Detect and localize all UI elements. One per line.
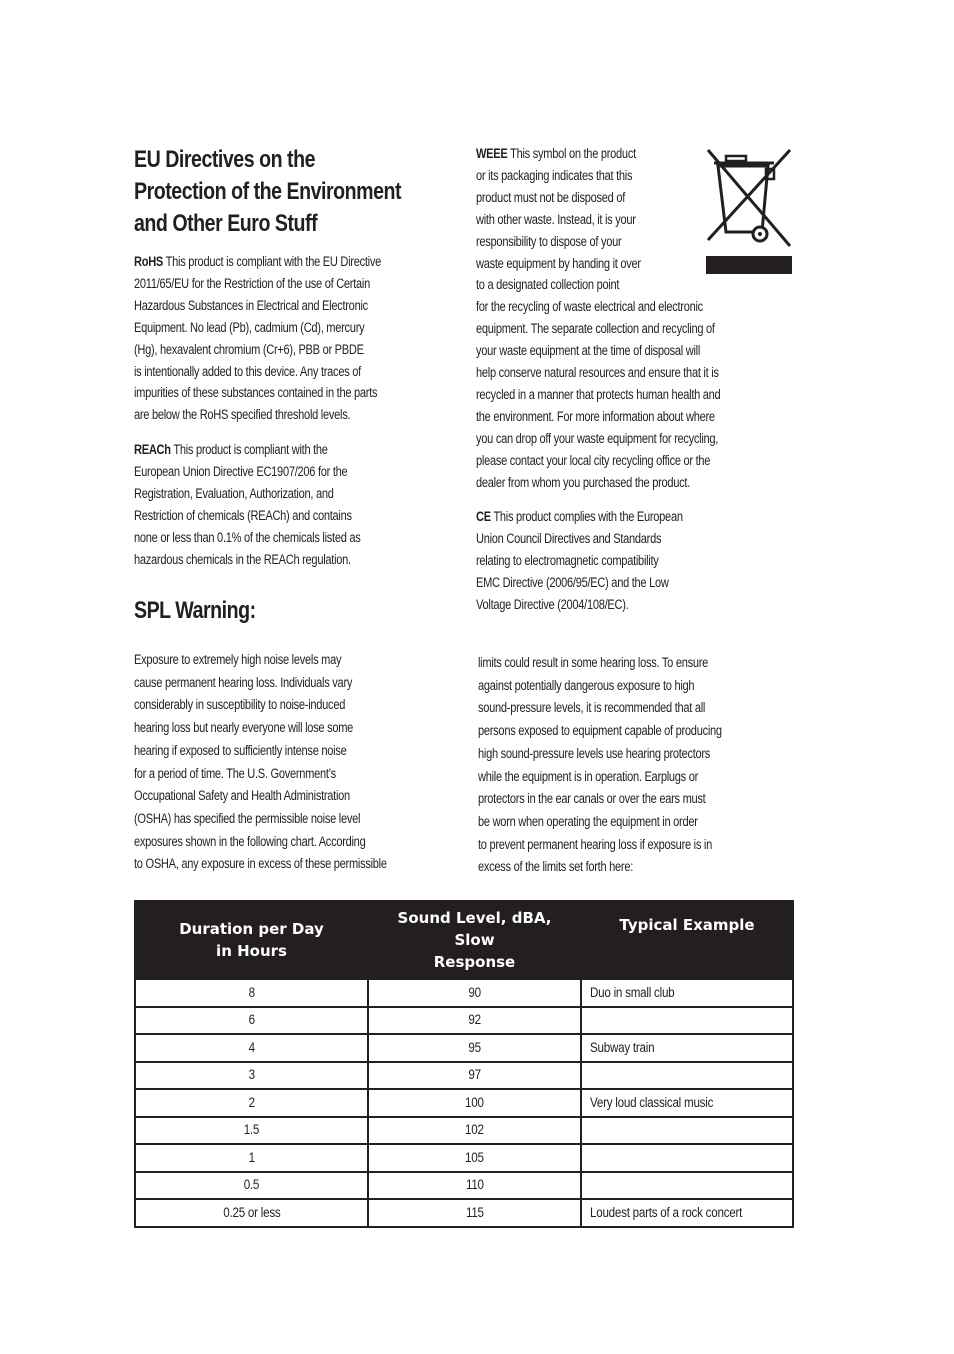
- text-line: hazardous chemicals in the REACh regulation.: [134, 551, 351, 568]
- text-line: are below the RoHS specified threshold levels.: [134, 407, 351, 424]
- cell-duration: 4: [135, 1034, 368, 1062]
- cell-typical-example: [581, 1172, 793, 1200]
- paragraph-label: RoHS: [134, 254, 164, 270]
- cell-sound-level: 102: [368, 1117, 581, 1145]
- text-line: or its packaging indicates that this: [476, 167, 633, 184]
- text-line: against potentially dangerous exposure to high: [478, 677, 695, 694]
- text-line: product must not be disposed of: [476, 189, 626, 206]
- rohs-paragraph: [134, 252, 464, 427]
- title-line: and Other Euro Stuff: [134, 210, 318, 237]
- cell-typical-example: [581, 1117, 793, 1145]
- paragraph-label: WEEE: [476, 146, 508, 162]
- cell-typical-example: [581, 1062, 793, 1090]
- spl-left-paragraph: [134, 649, 464, 876]
- text-line: equipment. The separate collection and recycling of: [476, 321, 715, 338]
- text-line: none or less than 0.1% of the chemicals listed as: [134, 529, 361, 546]
- text-line: Occupational Safety and Health Administration: [134, 788, 350, 805]
- cell-duration: 1.5: [135, 1117, 368, 1145]
- text-line: (OSHA) has specified the permissible noise level: [134, 810, 361, 827]
- cell-sound-level: 100: [368, 1089, 581, 1117]
- table-row: [135, 1144, 793, 1172]
- cell-sound-level: 110: [368, 1172, 581, 1200]
- cell-sound-level: 105: [368, 1144, 581, 1172]
- table-row: [135, 979, 793, 1007]
- text-line: persons exposed to equipment capable of producing: [478, 723, 722, 740]
- text-line: your waste equipment at the time of disposal will: [476, 343, 701, 360]
- cell-sound-level: 115: [368, 1199, 581, 1227]
- table-header-row: [135, 901, 793, 979]
- eu-directives-section: [134, 144, 454, 240]
- text-line: This symbol on the product: [510, 146, 636, 162]
- cell-duration: 3: [135, 1062, 368, 1090]
- noise-exposure-table: [134, 900, 794, 1228]
- title-line: Protection of the Environment: [134, 178, 402, 205]
- text-line: dealer from whom you purchased the product.: [476, 474, 691, 491]
- text-line: with other waste. Instead, it is your: [476, 211, 636, 228]
- text-line: is intentionally added to this device. Any traces of: [134, 363, 361, 380]
- ce-paragraph: [476, 507, 806, 617]
- text-line: be worn when operating the equipment in order: [478, 813, 698, 830]
- text-line: relating to electromagnetic compatibility: [476, 552, 659, 569]
- text-line: Exposure to extremely high noise levels may: [134, 652, 342, 668]
- text-line: EMC Directive (2006/95/EC) and the Low: [476, 574, 669, 591]
- text-line: limits could result in some hearing loss. To ensure: [478, 655, 709, 671]
- text-line: impurities of these substances contained in the parts: [134, 385, 378, 402]
- title-line: EU Directives on the: [134, 146, 316, 173]
- text-line: waste equipment by handing it over: [476, 255, 641, 272]
- column-header-typical-example: Typical Example: [581, 901, 793, 979]
- table-row: [135, 1172, 793, 1200]
- text-line: to a designated collection point: [476, 277, 620, 294]
- table-row: [135, 1089, 793, 1117]
- text-line: This product is compliant with the EU Directive: [165, 254, 381, 270]
- text-line: the environment. For more information about where: [476, 408, 715, 425]
- spl-right-paragraph: [478, 652, 808, 879]
- cell-duration: 0.25 or less: [135, 1199, 368, 1227]
- column-header-sound-level: Sound Level, dBA, Slow Response: [368, 901, 581, 979]
- table-row: [135, 1117, 793, 1145]
- cell-typical-example: Loudest parts of a rock concert: [581, 1199, 793, 1227]
- text-line: excess of the limits set forth here:: [478, 859, 634, 876]
- text-line: hearing loss but nearly everyone will lose some: [134, 720, 354, 737]
- text-line: considerably in susceptibility to noise-induced: [134, 697, 346, 714]
- text-line: Voltage Directive (2004/108/EC).: [476, 596, 629, 613]
- cell-typical-example: Duo in small club: [581, 979, 793, 1007]
- cell-duration: 6: [135, 1007, 368, 1035]
- crossed-out-wheelie-bin-icon: [704, 148, 794, 276]
- cell-duration: 2: [135, 1089, 368, 1117]
- text-line: (Hg), hexavalent chromium (Cr+6), PBB or PBDE: [134, 341, 364, 358]
- text-line: 2011/65/EU for the Restriction of the use of Certain: [134, 275, 370, 292]
- text-line: for the recycling of waste electrical and electronic: [476, 299, 703, 316]
- column-header-duration: Duration per Day in Hours: [135, 901, 368, 979]
- text-line: responsibility to dispose of your: [476, 233, 622, 250]
- cell-typical-example: Subway train: [581, 1034, 793, 1062]
- paragraph-label: REACh: [134, 442, 171, 458]
- text-line: Registration, Evaluation, Authorization, and: [134, 485, 334, 502]
- table-row: [135, 1034, 793, 1062]
- text-line: for a period of time. The U.S. Government’s: [134, 765, 336, 782]
- text-line: Equipment. No lead (Pb), cadmium (Cd), mercury: [134, 319, 365, 336]
- text-line: help conserve natural resources and ensure that it is: [476, 365, 719, 382]
- text-line: This product is compliant with the: [173, 442, 328, 458]
- table-row: [135, 1007, 793, 1035]
- spl-warning-title: SPL Warning:: [134, 597, 256, 624]
- text-line: high sound-pressure levels use hearing protectors: [478, 745, 711, 762]
- cell-sound-level: 95: [368, 1034, 581, 1062]
- cell-sound-level: 92: [368, 1007, 581, 1035]
- text-line: Hazardous Substances in Electrical and Electronic: [134, 297, 368, 314]
- text-line: please contact your local city recycling office or the: [476, 452, 711, 469]
- table-row: [135, 1199, 793, 1227]
- text-line: to prevent permanent hearing loss if exposure is in: [478, 836, 712, 853]
- text-line: hearing if exposed to sufficiently intense noise: [134, 742, 347, 759]
- text-line: Union Council Directives and Standards: [476, 530, 662, 547]
- paragraph-label: CE: [476, 509, 491, 525]
- cell-duration: 8: [135, 979, 368, 1007]
- text-line: This product complies with the European: [493, 509, 683, 525]
- text-line: you can drop off your waste equipment for recycling,: [476, 430, 719, 447]
- cell-duration: 1: [135, 1144, 368, 1172]
- cell-typical-example: [581, 1007, 793, 1035]
- cell-typical-example: [581, 1144, 793, 1172]
- text-line: while the equipment is in operation. Earplugs or: [478, 768, 699, 785]
- text-line: recycled in a manner that protects human health and: [476, 386, 721, 403]
- text-line: exposures shown in the following chart. According: [134, 833, 366, 850]
- text-line: cause permanent hearing loss. Individuals vary: [134, 674, 353, 691]
- reach-paragraph: [134, 440, 464, 571]
- text-line: Restriction of chemicals (REACh) and contains: [134, 507, 352, 524]
- cell-sound-level: 90: [368, 979, 581, 1007]
- eu-directives-title: [134, 144, 401, 240]
- text-line: protectors in the ear canals or over the ears must: [478, 791, 706, 808]
- cell-duration: 0.5: [135, 1172, 368, 1200]
- cell-sound-level: 97: [368, 1062, 581, 1090]
- text-line: sound-pressure levels, it is recommended that all: [478, 700, 706, 717]
- cell-typical-example: Very loud classical music: [581, 1089, 793, 1117]
- spl-section: [134, 596, 454, 626]
- table-row: [135, 1062, 793, 1090]
- text-line: European Union Directive EC1907/206 for the: [134, 463, 348, 480]
- text-line: to OSHA, any exposure in excess of these permissible: [134, 856, 387, 873]
